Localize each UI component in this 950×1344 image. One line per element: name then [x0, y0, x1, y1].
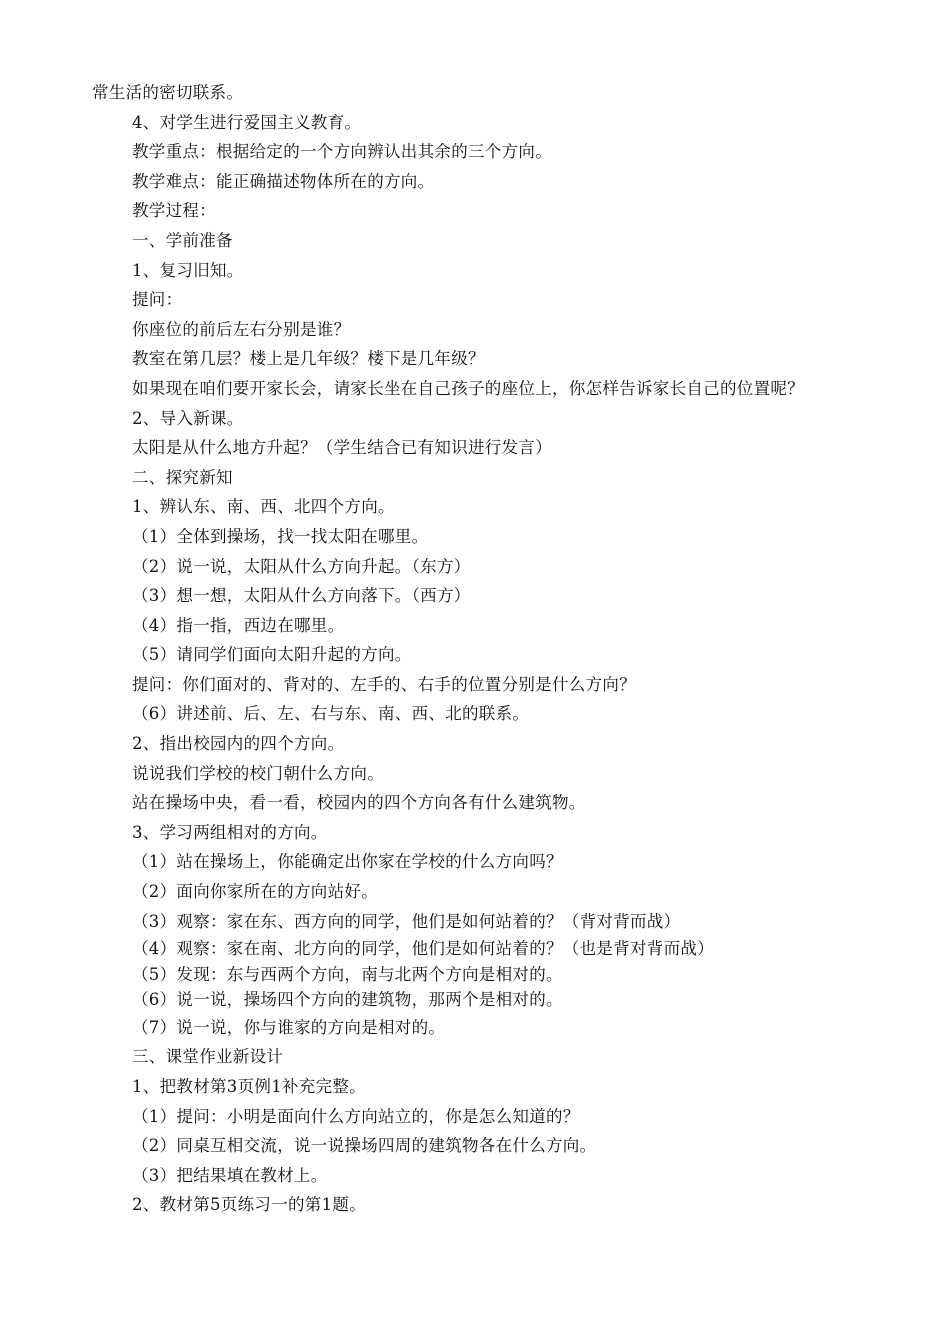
text-line: 1、把教材第3页例1补充完整。 [132, 1076, 366, 1096]
text-line: （4）观察：家在南、北方向的同学，他们是如何站着的？（也是背对背而战） [132, 939, 714, 959]
section-heading: 三、课堂作业新设计 [132, 1047, 284, 1067]
text-line: （6）讲述前、后、左、右与东、南、西、北的联系。 [132, 704, 530, 724]
text-line: （1）提问：小明是面向什么方向站立的，你是怎么知道的？ [132, 1106, 580, 1126]
text-line: 常生活的密切联系。 [92, 83, 244, 102]
text-line: 教学难点：能正确描述物体所在的方向。 [132, 171, 435, 191]
text-line: （6）说一说，操场四个方向的建筑物，那两个是相对的。 [132, 990, 563, 1010]
text-line: 4、对学生进行爱国主义教育。 [132, 112, 362, 132]
text-line: 教学过程： [132, 201, 216, 221]
section-heading: 一、学前准备 [132, 230, 233, 250]
text-line: 教室在第几层？楼上是几年级？楼下是几年级？ [132, 349, 485, 369]
text-line: （5）发现：东与西两个方向，南与北两个方向是相对的。 [132, 964, 563, 984]
text-line: 2、指出校园内的四个方向。 [132, 734, 345, 754]
text-line: （2）说一说，太阳从什么方向升起。（东方） [132, 556, 471, 576]
text-line: 3、学习两组相对的方向。 [132, 822, 328, 842]
text-line: 2、教材第5页练习一的第1题。 [132, 1195, 366, 1215]
text-line: 太阳是从什么地方升起？（学生结合已有知识进行发言） [132, 438, 552, 458]
text-line: （3）观察：家在东、西方向的同学，他们是如何站着的？（背对背而战） [132, 911, 681, 931]
text-line: 说说我们学校的校门朝什么方向。 [132, 763, 384, 783]
text-line: 站在操场中央，看一看，校园内的四个方向各有什么建筑物。 [132, 793, 586, 813]
text-line: 教学重点：根据给定的一个方向辨认出其余的三个方向。 [132, 142, 552, 162]
text-line: 1、辨认东、南、西、北四个方向。 [132, 497, 395, 517]
text-line: （5）请同学们面向太阳升起的方向。 [132, 645, 412, 665]
text-line: （4）指一指，西边在哪里。 [132, 615, 345, 635]
document-body [0, 78, 950, 1220]
text-line: （3）想一想，太阳从什么方向落下。（西方） [132, 586, 471, 606]
text-line: （3）把结果填在教材上。 [132, 1165, 328, 1185]
section-heading: 二、探究新知 [132, 467, 233, 487]
text-line: （7）说一说，你与谁家的方向是相对的。 [132, 1017, 446, 1037]
text-line: 提问： [132, 290, 183, 310]
text-line: （1）站在操场上，你能确定出你家在学校的什么方向吗？ [132, 852, 563, 872]
text-line: （2）同桌互相交流，说一说操场四周的建筑物各在什么方向。 [132, 1136, 597, 1156]
text-line: 1、复习旧知。 [132, 260, 244, 280]
text-line: （1）全体到操场，找一找太阳在哪里。 [132, 526, 429, 546]
text-line: （2）面向你家所在的方向站好。 [132, 882, 378, 902]
text-line: 2、导入新课。 [132, 408, 244, 428]
text-line: 如果现在咱们要开家长会，请家长坐在自己孩子的座位上，你怎样告诉家长自己的位置呢？ [132, 378, 804, 398]
text-line: 你座位的前后左右分别是谁？ [132, 319, 351, 339]
text-line: 提问：你们面对的、背对的、左手的、右手的位置分别是什么方向？ [132, 674, 636, 694]
